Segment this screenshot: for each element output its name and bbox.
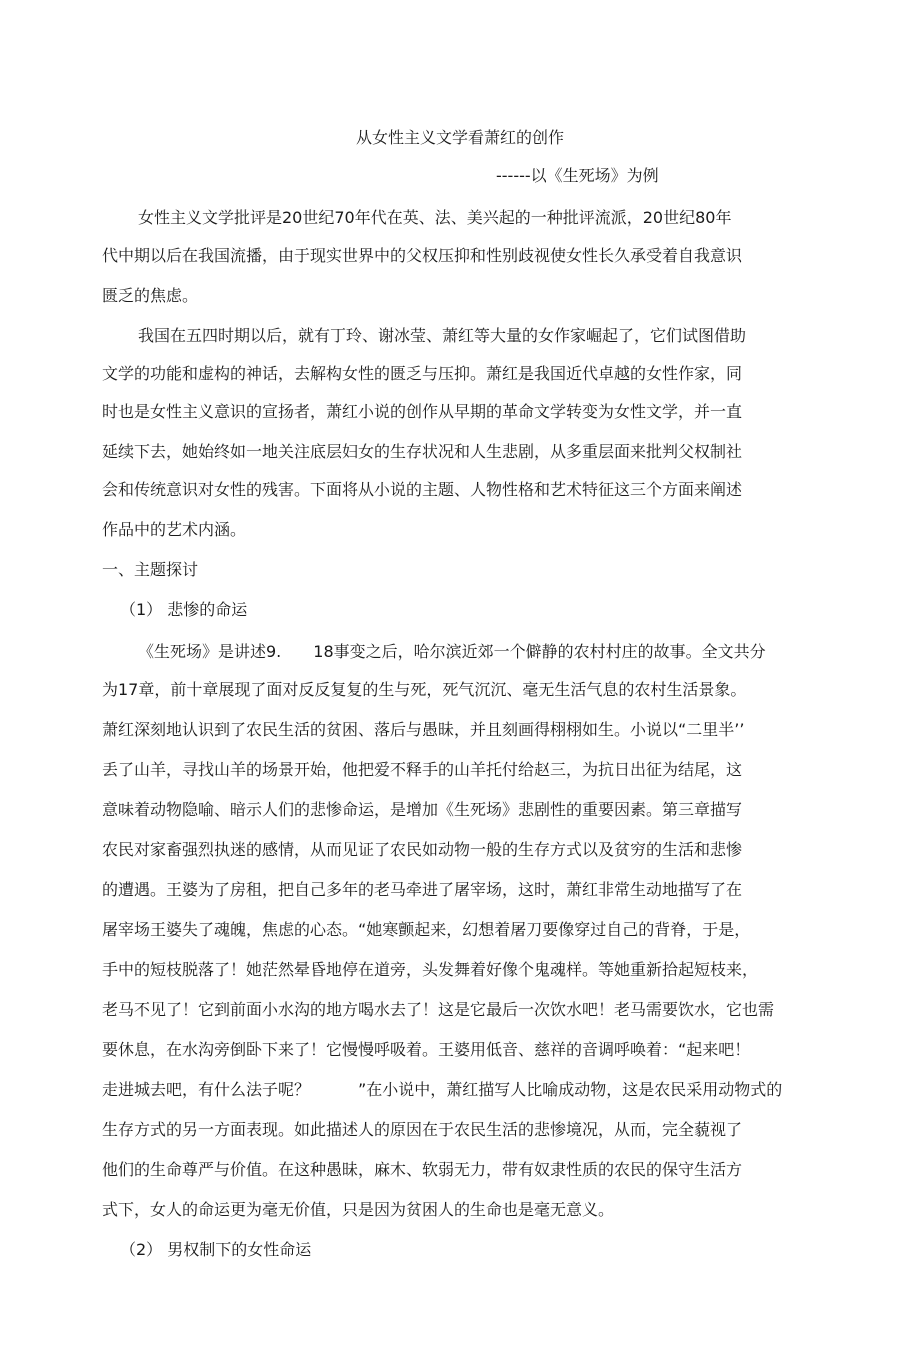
- paragraph-line: 手中的短枝脱落了！她茫然晕昏地停在道旁，头发舞着好像个鬼魂样。等她重新拾起短枝来，: [102, 960, 759, 979]
- paragraph-line: 会和传统意识对女性的残害。下面将从小说的主题、人物性格和艺术特征这三个方面来阐述: [102, 480, 743, 499]
- subsection-heading: （1） 悲惨的命运: [120, 600, 248, 619]
- paragraph-line: 他们的生命尊严与价值。在这种愚昧，麻木、软弱无力，带有奴隶性质的农民的保守生活方: [102, 1160, 743, 1179]
- paragraph-line: 老马不见了！它到前面小水沟的地方喝水去了！这是它最后一次饮水吧！老马需要饮水，它也需: [102, 1000, 775, 1019]
- paragraph-line: 丢了山羊，寻找山羊的场景开始，他把爱不释手的山羊托付给赵三，为抗日出征为结尾，这: [102, 760, 743, 779]
- paragraph-line: 意味着动物隐喻、暗示人们的悲惨命运，是增加《生死场》悲剧性的重要因素。第三章描写: [102, 800, 743, 819]
- paragraph-line: 式下，女人的命运更为毫无价值，只是因为贫困人的生命也是毫无意义。: [102, 1200, 615, 1219]
- paragraph-line: 为17章，前十章展现了面对反反复复的生与死，死气沉沉、毫无生活气息的农村生活景象。: [102, 680, 747, 699]
- paragraph-line: 要休息，在水沟旁倒卧下来了！它慢慢呼吸着。王婆用低音、慈祥的音调呼唤着：“起来吧！: [102, 1040, 751, 1059]
- document-title: 从女性主义文学看萧红的创作: [355, 128, 564, 147]
- paragraph-line: 生存方式的另一方面表现。如此描述人的原因在于农民生活的悲惨境况，从而，完全藐视了: [102, 1120, 743, 1139]
- paragraph-line: 作品中的艺术内涵。: [102, 520, 247, 539]
- paragraph-line: 《生死场》是讲述9. 18事变之后，哈尔滨近郊一个僻静的农村村庄的故事。全文共分: [138, 642, 766, 661]
- paragraph-line: 萧红深刻地认识到了农民生活的贫困、落后与愚昧，并且刻画得栩栩如生。小说以“二里半’’: [102, 720, 745, 739]
- paragraph-line: 女性主义文学批评是20世纪70年代在英、法、美兴起的一种批评流派，20世纪80年: [138, 208, 732, 227]
- paragraph-line: 匮乏的焦虑。: [102, 286, 199, 305]
- paragraph-line: 时也是女性主义意识的宣扬者，萧红小说的创作从早期的革命文学转变为女性文学，并一直: [102, 402, 743, 421]
- section-heading: 一、主题探讨: [102, 560, 199, 579]
- subsection-heading: （2） 男权制下的女性命运: [120, 1240, 312, 1259]
- paragraph-line: 延续下去，她始终如一地关注底层妇女的生存状况和人生悲剧，从多重层面来批判父权制社: [102, 442, 743, 461]
- paragraph-line: 代中期以后在我国流播，由于现实世界中的父权压抑和性别歧视使女性长久承受着自我意识: [102, 246, 743, 265]
- paragraph-line: 文学的功能和虚构的神话，去解构女性的匮乏与压抑。萧红是我国近代卓越的女性作家，同: [102, 364, 743, 383]
- paragraph-line: 屠宰场王婆失了魂魄，焦虑的心态。“她寒颤起来，幻想着屠刀要像穿过自己的背脊，于是，: [102, 920, 751, 939]
- document-subtitle: ------以《生死场》为例: [496, 166, 659, 185]
- paragraph-line: 的遭遇。王婆为了房租，把自己多年的老马牵进了屠宰场，这时，萧红非常生动地描写了在: [102, 880, 743, 899]
- paragraph-line: 走进城去吧，有什么法子呢？ ”在小说中，萧红描写人比喻成动物，这是农民采用动物式的: [102, 1080, 783, 1099]
- paragraph-line: 我国在五四时期以后，就有丁玲、谢冰莹、萧红等大量的女作家崛起了，它们试图借助: [138, 326, 747, 345]
- paragraph-line: 农民对家畜强烈执迷的感情，从而见证了农民如动物一般的生存方式以及贫穷的生活和悲惨: [102, 840, 743, 859]
